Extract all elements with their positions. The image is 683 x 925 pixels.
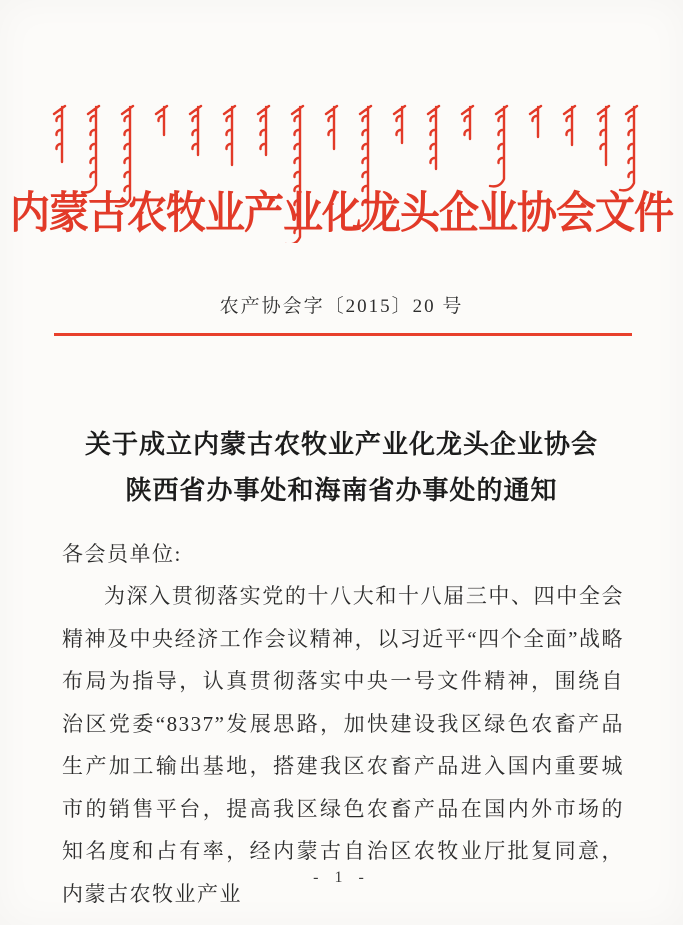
- organization-title: 内蒙古农牧业产业化龙头企业协会文件: [10, 188, 673, 238]
- red-divider-line: [54, 333, 632, 336]
- document-title: [0, 422, 683, 514]
- salutation: 各会员单位:: [62, 542, 182, 566]
- document-body: [62, 533, 624, 915]
- document-title-line1: 关于成立内蒙古农牧业产业化龙头企业协会: [84, 430, 598, 459]
- page-number: - 1 -: [313, 869, 370, 886]
- document-title-line2: 陕西省办事处和海南省办事处的通知: [125, 476, 558, 505]
- body-paragraph: 为深入贯彻落实党的十八大和十八届三中、四中全会精神及中央经济工作会议精神，以习近平“四个全面”战略布局为指导，认真贯彻落实中央一号文件精神，围绕自治区党委“8337”发展思路，加快建设我区绿色农畜产品生产加工输出基地，搭建我区农畜产品进入国内重要城市的销售平台，提高我区绿色农畜产品在国内外市场的知名度和占有率，经内蒙古自治区农牧业厅批复同意，内蒙古农牧业产业: [62, 584, 624, 906]
- document-number: 农产协会字〔2015〕20 号: [219, 296, 464, 317]
